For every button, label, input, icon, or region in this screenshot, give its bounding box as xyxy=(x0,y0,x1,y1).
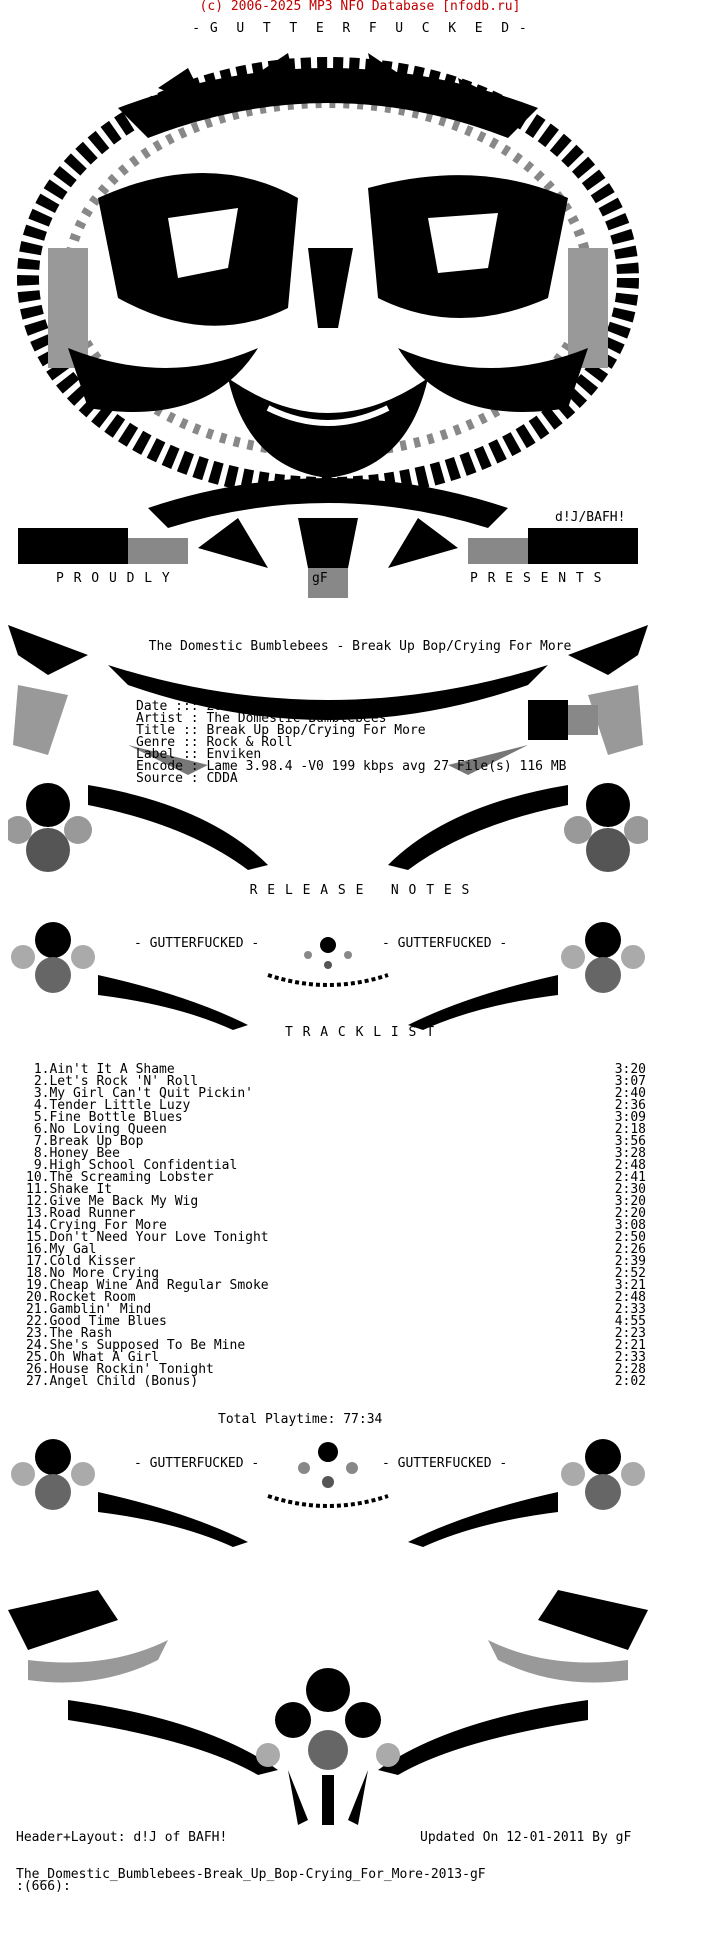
track-duration: 3:09 xyxy=(614,1110,646,1125)
track-title: Good Time Blues xyxy=(49,1314,167,1329)
info-row-source: Source : CDDA xyxy=(136,771,238,786)
track-number: 3. xyxy=(26,1086,50,1101)
release-filename: The_Domestic_Bumblebees-Break_Up_Bop-Crying_For_More-2013-gF xyxy=(16,1867,486,1882)
track-title: Angel Child (Bonus) xyxy=(49,1374,199,1389)
track-duration: 2:39 xyxy=(614,1254,646,1269)
track-number: 23. xyxy=(26,1326,50,1341)
divider-label-left-1: - GUTTERFUCKED - xyxy=(134,936,260,951)
track-title: Crying For More xyxy=(49,1218,167,1233)
info-row-label: Label :: Enviken xyxy=(136,747,262,762)
track-title: Fine Bottle Blues xyxy=(49,1110,183,1125)
track-duration: 2:52 xyxy=(614,1266,646,1281)
track-duration: 3:08 xyxy=(614,1218,646,1233)
track-title: No More Crying xyxy=(49,1266,160,1281)
group-banner: - G U T T E R F U C K E D - xyxy=(192,21,528,36)
track-title: Honey Bee xyxy=(49,1146,120,1161)
track-duration: 4:55 xyxy=(614,1314,646,1329)
track-title: Break Up Bop xyxy=(49,1134,144,1149)
layout-credit: Header+Layout: d!J of BAFH! xyxy=(16,1830,228,1845)
track-number: 21. xyxy=(26,1302,50,1317)
track-title: Rocket Room xyxy=(49,1290,136,1305)
divider-label-right-2: - GUTTERFUCKED - xyxy=(382,1456,508,1471)
track-number: 20. xyxy=(26,1290,50,1305)
track-duration: 2:33 xyxy=(614,1302,646,1317)
track-duration: 2:20 xyxy=(614,1206,646,1221)
track-number: 12. xyxy=(26,1194,50,1209)
presents-label: P R E S E N T S xyxy=(470,571,603,586)
track-number: 15. xyxy=(26,1230,50,1245)
track-number: 27. xyxy=(26,1374,50,1389)
divider-label-right-1: - GUTTERFUCKED - xyxy=(382,936,508,951)
info-row-artist: Artist : The Domestic Bumblebees xyxy=(136,711,387,726)
track-number: 2. xyxy=(26,1074,50,1089)
track-duration: 2:33 xyxy=(614,1350,646,1365)
track-number: 7. xyxy=(26,1134,50,1149)
track-title: House Rockin' Tonight xyxy=(49,1362,214,1377)
track-row xyxy=(26,1232,646,1244)
track-title: High School Confidential xyxy=(49,1158,238,1173)
gf-label: gF xyxy=(312,571,328,586)
copyright-line: (c) 2006-2025 MP3 NFO Database [nfodb.ru] xyxy=(199,0,521,14)
track-number: 10. xyxy=(26,1170,50,1185)
track-number: 19. xyxy=(26,1278,50,1293)
track-duration: 2:30 xyxy=(614,1182,646,1197)
track-number: 24. xyxy=(26,1338,50,1353)
track-number: 26. xyxy=(26,1362,50,1377)
track-duration: 2:23 xyxy=(614,1326,646,1341)
art-credit: d!J/BAFH! xyxy=(555,510,626,525)
track-number: 8. xyxy=(26,1146,50,1161)
track-duration: 2:26 xyxy=(614,1242,646,1257)
tracklist-title: T R A C K L I S T xyxy=(284,1025,436,1040)
track-title: My Gal xyxy=(49,1242,97,1257)
track-title: Cheap Wine And Regular Smoke xyxy=(49,1278,269,1293)
track-number: 25. xyxy=(26,1350,50,1365)
track-title: Gamblin' Mind xyxy=(49,1302,152,1317)
track-title: No Loving Queen xyxy=(49,1122,167,1137)
track-duration: 2:18 xyxy=(614,1122,646,1137)
track-number: 17. xyxy=(26,1254,50,1269)
track-title: Tender Little Luzy xyxy=(49,1098,191,1113)
divider-label-left-2: - GUTTERFUCKED - xyxy=(134,1456,260,1471)
track-number: 9. xyxy=(26,1158,50,1173)
track-title: Shake It xyxy=(49,1182,113,1197)
track-number: 6. xyxy=(26,1122,50,1137)
track-row xyxy=(26,1316,646,1328)
track-title: Road Runner xyxy=(49,1206,136,1221)
release-notes-title: R E L E A S E N O T E S xyxy=(249,883,471,898)
track-duration: 2:21 xyxy=(614,1338,646,1353)
track-number: 16. xyxy=(26,1242,50,1257)
bottom-flower-art xyxy=(8,1580,648,1830)
info-row-title: Title :: Break Up Bop/Crying For More xyxy=(136,723,426,738)
total-playtime: Total Playtime: 77:34 xyxy=(218,1412,383,1427)
divider-flower-art-2 xyxy=(8,1432,648,1562)
updated-line: Updated On 12-01-2011 By gF xyxy=(420,1830,632,1845)
track-title: Cold Kisser xyxy=(49,1254,136,1269)
track-number: 22. xyxy=(26,1314,50,1329)
track-row xyxy=(26,1172,646,1184)
track-duration: 3:20 xyxy=(614,1194,646,1209)
track-duration: 2:50 xyxy=(614,1230,646,1245)
track-duration: 3:21 xyxy=(614,1278,646,1293)
track-duration: 3:07 xyxy=(614,1074,646,1089)
track-title: My Girl Can't Quit Pickin' xyxy=(49,1086,253,1101)
skull-shape xyxy=(18,53,638,598)
track-title: Oh What A Girl xyxy=(49,1350,160,1365)
track-title: Ain't It A Shame xyxy=(49,1062,175,1077)
release-frame-art xyxy=(8,615,648,885)
track-number: 11. xyxy=(26,1182,50,1197)
track-duration: 2:41 xyxy=(614,1170,646,1185)
track-duration: 3:28 xyxy=(614,1146,646,1161)
track-title: The Rash xyxy=(49,1326,113,1341)
track-title: Give Me Back My Wig xyxy=(49,1194,199,1209)
track-number: 5. xyxy=(26,1110,50,1125)
track-duration: 3:20 xyxy=(614,1062,646,1077)
proudly-label: P R O U D L Y xyxy=(56,571,171,586)
release-tag: :(666): xyxy=(16,1879,71,1894)
track-number: 4. xyxy=(26,1098,50,1113)
track-duration: 2:48 xyxy=(614,1158,646,1173)
info-row-date: Date ::: 2014-01-18 xyxy=(136,699,285,714)
skull-ascii-art xyxy=(8,48,648,608)
info-row-encode: Encode : Lame 3.98.4 -V0 199 kbps avg 27 File(s) 116 MB xyxy=(136,759,567,774)
track-number: 1. xyxy=(26,1062,50,1077)
track-duration: 2:36 xyxy=(614,1098,646,1113)
track-title: The Screaming Lobster xyxy=(49,1170,214,1185)
track-title: She's Supposed To Be Mine xyxy=(49,1338,246,1353)
track-duration: 2:48 xyxy=(614,1290,646,1305)
track-title: Don't Need Your Love Tonight xyxy=(49,1230,269,1245)
track-row xyxy=(26,1376,646,1388)
track-duration: 2:28 xyxy=(614,1362,646,1377)
track-duration: 3:56 xyxy=(614,1134,646,1149)
track-title: Let's Rock 'N' Roll xyxy=(49,1074,199,1089)
info-row-genre: Genre :: Rock & Roll xyxy=(136,735,293,750)
track-number: 13. xyxy=(26,1206,50,1221)
track-number: 14. xyxy=(26,1218,50,1233)
track-number: 18. xyxy=(26,1266,50,1281)
release-headline: The Domestic Bumblebees - Break Up Bop/Crying For More xyxy=(148,639,572,654)
track-duration: 2:40 xyxy=(614,1086,646,1101)
track-duration: 2:02 xyxy=(614,1374,646,1389)
